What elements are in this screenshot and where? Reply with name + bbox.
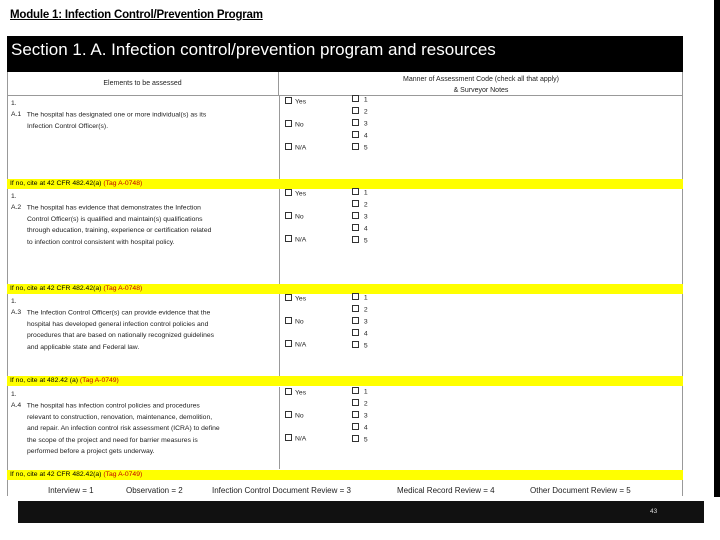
option-label: N/A [295,435,307,443]
score-label: 1 [363,388,368,396]
item-line: The hospital has infection control policies and procedures [26,402,200,410]
score-label: 4 [363,424,368,432]
score-label: 2 [363,306,368,314]
checkbox-icon[interactable] [285,340,292,347]
option-no[interactable] [285,318,304,325]
score-2[interactable] [352,306,368,313]
score-3[interactable] [352,318,368,325]
option-no[interactable] [285,412,304,419]
option-na[interactable] [285,144,306,151]
score-label: 4 [363,132,368,140]
item-text [11,389,273,457]
score-label: 2 [363,108,368,116]
score-label: 3 [363,412,368,420]
legend-observation: Observation = 2 [126,486,183,495]
score-5[interactable] [352,436,368,443]
item-line: through education, training, experience or certification related [27,227,212,235]
citation-text: If no, cite at 42 CFR 482.42(a) [10,471,102,478]
item-text [11,98,273,132]
score-1[interactable] [352,388,368,395]
option-na[interactable] [285,341,306,348]
score-4[interactable] [352,225,368,232]
option-na[interactable] [285,236,306,243]
checkbox-icon[interactable] [285,411,292,418]
option-label: No [295,213,304,221]
footer-bar [18,501,704,523]
option-label: No [295,412,304,420]
column-header-assessment [279,72,683,96]
option-label: Yes [295,295,307,303]
item-line: and applicable state and Federal law. [27,343,140,351]
citation-tag: (Tag A-0749) [79,377,119,384]
item-text [11,191,273,248]
item-line: Control Officer(s) is qualified and maintain(s) qualifications [27,215,203,223]
score-1[interactable] [352,96,368,103]
score-2[interactable] [352,201,368,208]
item-line: The Infection Control Officer(s) can provide evidence that the [26,309,211,317]
checkbox-icon[interactable] [352,293,359,300]
option-label: No [295,121,304,129]
checkbox-icon[interactable] [285,294,292,301]
checkbox-icon[interactable] [352,188,359,195]
citation-text: If no, cite at 482.42 (a) [10,377,79,384]
score-1[interactable] [352,294,368,301]
checkbox-icon[interactable] [352,131,359,138]
score-5[interactable] [352,342,368,349]
checkbox-icon[interactable] [352,212,359,219]
column-header-elements: Elements to be assessed [7,72,279,96]
checkbox-icon[interactable] [285,434,292,441]
checkbox-icon[interactable] [352,435,359,442]
score-label: 4 [363,225,368,233]
column-divider [279,387,280,469]
assessment-item-1a2 [7,189,683,284]
checkbox-icon[interactable] [352,224,359,231]
score-3[interactable] [352,412,368,419]
legend-other-document-review: Other Document Review = 5 [530,486,631,495]
score-label: 5 [363,436,368,444]
page-number: 43 [650,508,658,515]
option-yes[interactable] [285,295,306,302]
score-label: 4 [363,330,368,338]
score-3[interactable] [352,213,368,220]
score-label: 3 [363,213,368,221]
assessment-item-1a4 [7,387,683,469]
citation-tag: (Tag A-0749) [103,471,143,478]
checkbox-icon[interactable] [352,95,359,102]
citation-text: If no, cite at 42 CFR 482.42(a) [10,285,102,292]
checkbox-icon[interactable] [352,329,359,336]
option-label: N/A [295,341,307,349]
citation-tag: (Tag A-0748) [103,285,143,292]
score-label: 3 [363,120,368,128]
option-label: Yes [295,190,307,198]
column-divider [279,96,280,179]
column-header-assessment-line1: Manner of Assessment Code (check all that apply) [402,76,560,83]
score-4[interactable] [352,132,368,139]
item-number: 1. A.1 [11,100,22,119]
item-number: 1. A.4 [11,391,22,410]
item-line: The hospital has evidence that demonstrates the Infection [26,204,201,212]
checkbox-icon[interactable] [352,387,359,394]
checkbox-icon[interactable] [352,399,359,406]
score-4[interactable] [352,424,368,431]
option-yes[interactable] [285,190,306,197]
citation-tag: (Tag A-0748) [103,180,143,187]
item-line: performed before a project gets underway. [27,448,155,456]
score-5[interactable] [352,144,368,151]
item-line: and repair. An infection control risk assessment (ICRA) to define [27,425,220,433]
score-label: 2 [363,400,368,408]
score-label: 5 [363,342,368,350]
legend-medical-record-review: Medical Record Review = 4 [397,486,495,495]
checkbox-icon[interactable] [285,317,292,324]
option-yes[interactable] [285,98,306,105]
option-label: N/A [295,236,307,244]
checkbox-icon[interactable] [352,341,359,348]
score-3[interactable] [352,120,368,127]
column-divider [279,294,280,376]
checkbox-icon[interactable] [285,235,292,242]
score-2[interactable] [352,108,368,115]
checkbox-icon[interactable] [285,189,292,196]
score-label: 5 [363,144,368,152]
citation-bar [7,470,683,480]
checkbox-icon[interactable] [352,143,359,150]
checkbox-icon[interactable] [285,120,292,127]
score-label: 1 [363,294,368,302]
checkbox-icon[interactable] [285,143,292,150]
option-yes[interactable] [285,389,306,396]
column-header-assessment-line2: & Surveyor Notes [453,87,509,94]
slide-edge [714,0,720,497]
citation-text: If no, cite at 42 CFR 482.42(a) [10,180,102,187]
item-line: Infection Control Officer(s). [27,122,109,130]
checkbox-icon[interactable] [352,107,359,114]
assessment-item-1a1 [7,96,683,179]
score-1[interactable] [352,189,368,196]
option-na[interactable] [285,435,306,442]
score-label: 3 [363,318,368,326]
checkbox-icon[interactable] [352,423,359,430]
checkbox-icon[interactable] [352,305,359,312]
assessment-item-1a3 [7,294,683,376]
score-label: 5 [363,237,368,245]
checkbox-icon[interactable] [352,411,359,418]
module-title: Module 1: Infection Control/Prevention Program [10,9,263,21]
option-no[interactable] [285,121,304,128]
legend-infection-control-review: Infection Control Document Review = 3 [212,486,351,495]
citation-bar [7,179,683,189]
item-number: 1. A.2 [11,193,22,212]
score-label: 1 [363,96,368,104]
item-number: 1. A.3 [11,298,22,317]
checkbox-icon[interactable] [285,97,292,104]
option-label: N/A [295,144,307,152]
checkbox-icon[interactable] [352,119,359,126]
option-label: No [295,318,304,326]
legend-interview: Interview = 1 [48,486,94,495]
column-divider [279,189,280,284]
checkbox-icon[interactable] [285,388,292,395]
item-line: procedures that are based on nationally recognized guidelines [27,332,215,340]
score-label: 1 [363,189,368,197]
option-label: Yes [295,98,307,106]
section-title: Section 1. A. Infection control/prevention program and resources [7,36,683,72]
checkbox-icon[interactable] [352,200,359,207]
checkbox-icon[interactable] [285,212,292,219]
citation-bar [7,376,683,386]
item-text [11,296,273,353]
option-no[interactable] [285,213,304,220]
item-line: hospital has developed general infection control policies and [27,320,209,328]
citation-bar [7,284,683,294]
option-label: Yes [295,389,307,397]
item-line: the scope of the project and need for barrier measures is [27,436,198,444]
score-5[interactable] [352,237,368,244]
item-line: The hospital has designated one or more individual(s) as its [26,111,207,119]
checkbox-icon[interactable] [352,236,359,243]
checkbox-icon[interactable] [352,317,359,324]
score-4[interactable] [352,330,368,337]
score-2[interactable] [352,400,368,407]
item-line: to infection control consistent with hospital policy. [27,238,175,246]
score-label: 2 [363,201,368,209]
item-line: relevant to construction, renovation, maintenance, demolition, [27,413,213,421]
